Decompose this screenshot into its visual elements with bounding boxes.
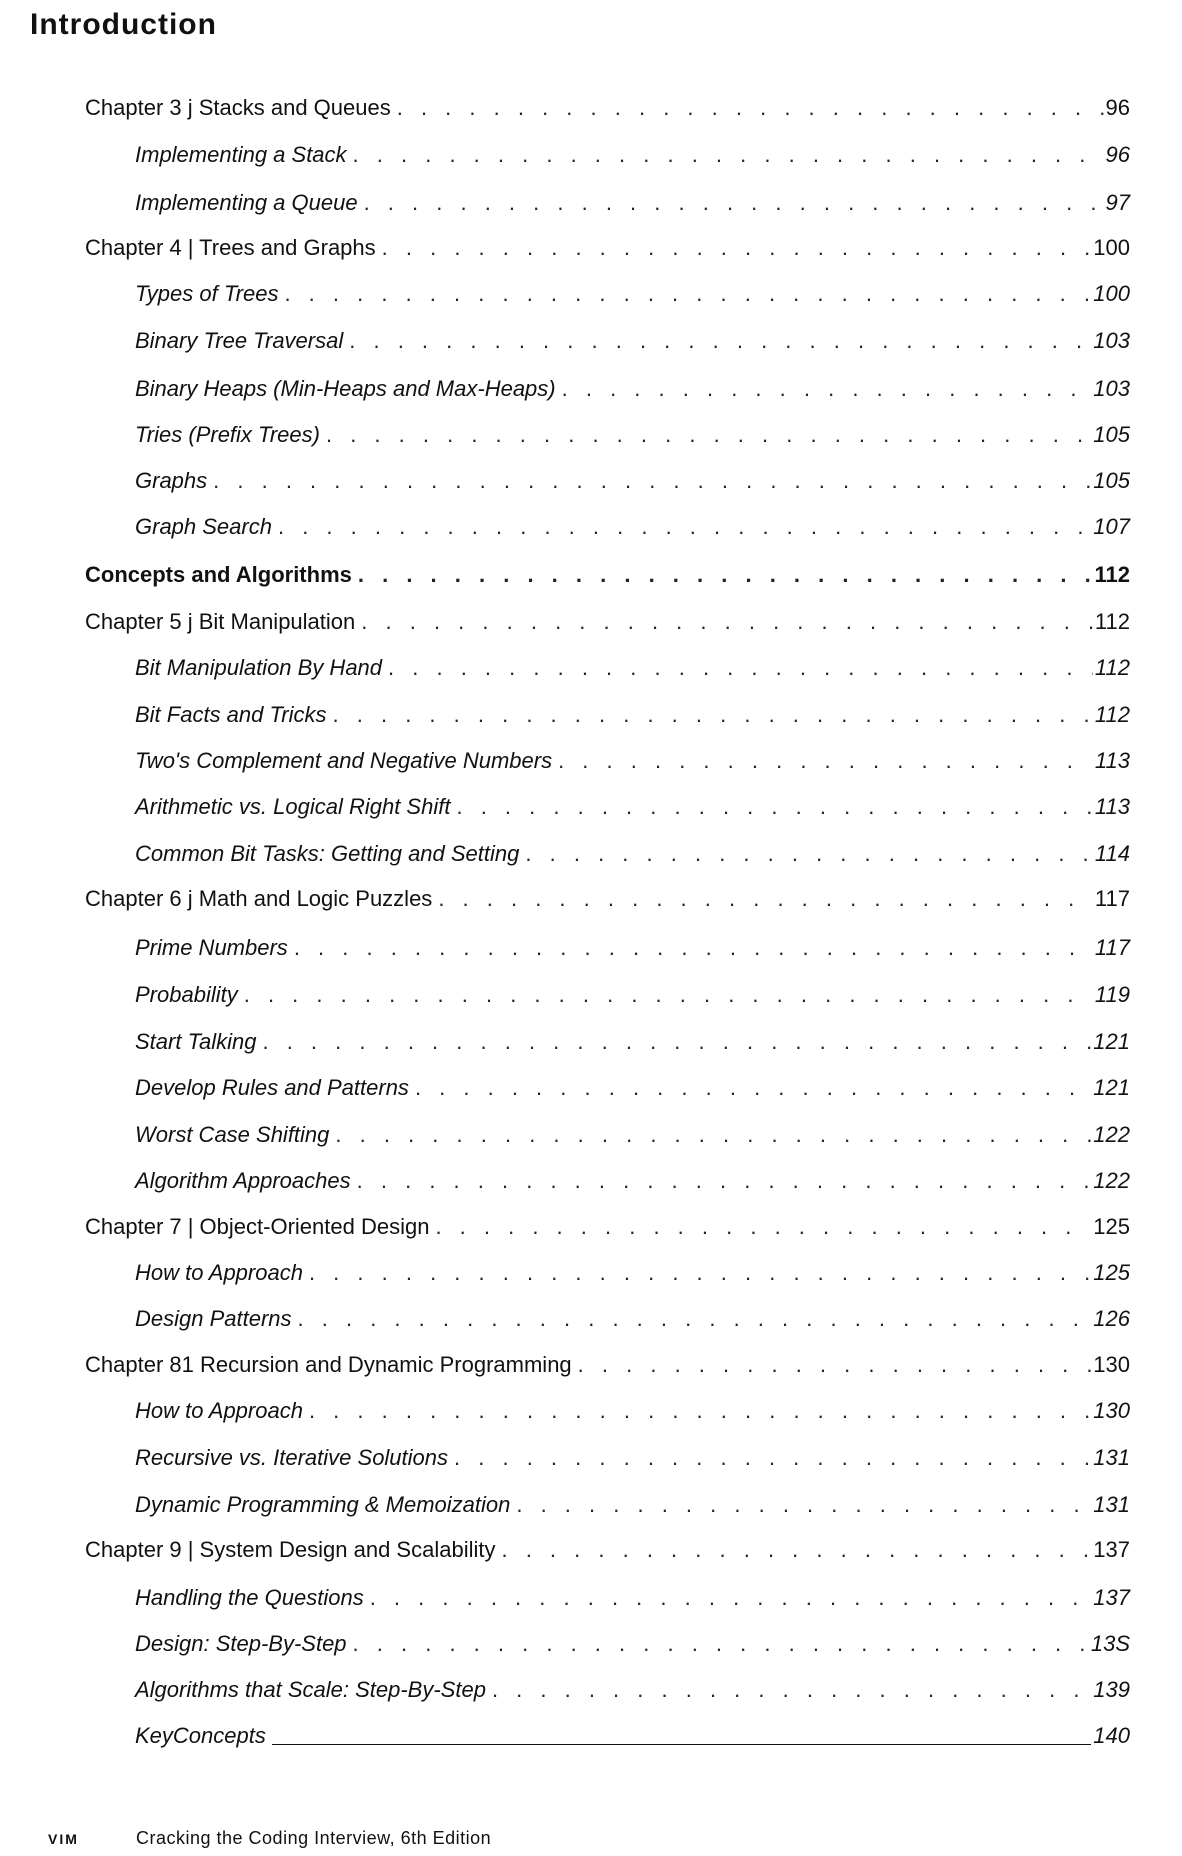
toc-entry-title: Implementing a Queue (135, 190, 358, 215)
toc-entry-page: 103 (1093, 376, 1130, 401)
toc-entry-section[interactable] (135, 1585, 1130, 1611)
toc-entry-title: Chapter 81 Recursion and Dynamic Programming (85, 1352, 572, 1377)
toc-entry-section[interactable] (135, 142, 1130, 168)
toc-entry-title: Probability (135, 982, 238, 1007)
toc-entry-title: Recursive vs. Iterative Solutions (135, 1445, 449, 1470)
toc-entry-section[interactable] (135, 702, 1130, 728)
dot-leader (278, 514, 1091, 540)
dot-leader (370, 1585, 1092, 1611)
dot-leader (415, 1075, 1091, 1101)
toc-entry-page: 137 (1093, 1585, 1130, 1610)
toc-entry-title: Two's Complement and Negative Numbers (135, 748, 553, 773)
toc-entry-page: 122 (1093, 1168, 1130, 1193)
toc-entry-page: 105 (1093, 422, 1130, 447)
dot-leader (213, 468, 1091, 494)
toc-entry-title: Chapter 3 j Stacks and Queues (85, 95, 391, 120)
toc-entry-page: 121 (1093, 1075, 1130, 1100)
toc-entry-page: 96 (1105, 95, 1130, 120)
toc-entry-page: 112 (1094, 655, 1130, 680)
toc-entry-section[interactable] (135, 1306, 1130, 1332)
dot-leader (326, 422, 1091, 448)
dot-leader (335, 1122, 1091, 1148)
toc-entry-section[interactable] (135, 1445, 1130, 1471)
toc-entry-page: 107 (1093, 514, 1130, 539)
toc-entry-chapter-4[interactable] (85, 235, 1130, 261)
toc-entry-title: Algorithms that Scale: Step-By-Step (135, 1677, 486, 1702)
toc-entry-title: KeyConcepts (135, 1723, 266, 1748)
dot-leader (309, 1260, 1091, 1286)
toc-entry-chapter-3[interactable] (85, 95, 1130, 121)
toc-entry-chapter-8[interactable] (85, 1352, 1130, 1378)
dot-leader (558, 748, 1093, 774)
toc-entry-section[interactable] (135, 376, 1130, 402)
dot-leader (284, 281, 1091, 307)
toc-entry-page: 100 (1093, 281, 1130, 306)
dot-leader (454, 1445, 1091, 1471)
book-title: Cracking the Coding Interview, 6th Edition (136, 1828, 492, 1848)
toc-entry-page: 96 (1105, 142, 1130, 167)
toc-entry-page: 121 (1093, 1029, 1130, 1054)
toc-entry-page: 117 (1094, 886, 1130, 911)
toc-entry-chapter-9[interactable] (85, 1537, 1130, 1563)
toc-entry-section[interactable] (135, 1168, 1130, 1194)
toc-entry-section[interactable] (135, 422, 1130, 448)
toc-entry-page: 113 (1094, 794, 1130, 819)
toc-entry-chapter-7[interactable] (85, 1214, 1130, 1240)
toc-entry-section[interactable] (135, 794, 1130, 820)
toc-entry-title: How to Approach (135, 1398, 303, 1423)
toc-entry-page: 130 (1093, 1352, 1130, 1377)
dot-leader (525, 841, 1093, 867)
dot-leader (516, 1492, 1091, 1518)
dot-leader (578, 1352, 1092, 1378)
toc-entry-page: 13S (1090, 1631, 1130, 1656)
dot-leader (492, 1677, 1091, 1703)
toc-entry-section[interactable] (135, 468, 1130, 494)
toc-entry-page: 139 (1093, 1677, 1130, 1702)
dot-leader (262, 1029, 1091, 1055)
toc-entry-title: Prime Numbers (135, 935, 288, 960)
toc-entry-title: Dynamic Programming & Memoization (135, 1492, 511, 1517)
toc-entry-section[interactable] (135, 841, 1130, 867)
toc-entry-page: 131 (1093, 1492, 1130, 1517)
toc-entry-section[interactable] (135, 514, 1130, 540)
toc-entry-page: 117 (1094, 935, 1130, 960)
toc-entry-page: 125 (1093, 1260, 1130, 1285)
rule-leader (272, 1743, 1091, 1745)
page-footer (48, 1828, 491, 1849)
toc-entry-section[interactable] (135, 1492, 1130, 1518)
toc-entry-section[interactable] (135, 935, 1130, 961)
toc-entry-section[interactable] (135, 1260, 1130, 1286)
dot-leader (364, 190, 1104, 216)
toc-entry-title: Design: Step-By-Step (135, 1631, 347, 1656)
toc-entry-section[interactable] (135, 1029, 1130, 1055)
toc-entry-page: 137 (1093, 1537, 1130, 1562)
toc-entry-title: Bit Facts and Tricks (135, 702, 327, 727)
toc-entry-page: 125 (1093, 1214, 1130, 1239)
toc-entry-title: Bit Manipulation By Hand (135, 655, 383, 680)
toc-entry-page: 140 (1093, 1723, 1130, 1748)
dot-leader (361, 609, 1093, 635)
dot-leader (333, 702, 1093, 728)
toc-entry-page: 103 (1093, 328, 1130, 353)
dot-leader (438, 886, 1093, 912)
toc-entry-section[interactable] (135, 1075, 1130, 1101)
dot-leader (244, 982, 1093, 1008)
dot-leader (357, 1168, 1092, 1194)
toc-entry-title: Chapter 5 j Bit Manipulation (85, 609, 356, 634)
toc-entry-page: 130 (1093, 1398, 1130, 1423)
dot-leader (353, 142, 1104, 168)
dot-leader (353, 1631, 1089, 1657)
dot-leader (397, 95, 1104, 121)
toc-entry-section[interactable] (135, 190, 1130, 216)
dot-leader (456, 794, 1092, 820)
toc-entry-title: Types of Trees (135, 281, 279, 306)
dot-leader (349, 328, 1091, 354)
toc-entry-title: Binary Tree Traversal (135, 328, 344, 353)
dot-leader (309, 1398, 1091, 1424)
dot-leader (298, 1306, 1092, 1332)
dot-leader (501, 1537, 1091, 1563)
toc-entry-title: Concepts and Algorithms (85, 562, 352, 587)
toc-entry-title: Chapter 4 | Trees and Graphs (85, 235, 376, 260)
toc-entry-section[interactable] (135, 1631, 1130, 1657)
toc-entry-page: 97 (1105, 190, 1130, 215)
toc-entry-section[interactable] (135, 982, 1130, 1008)
toc-entry-title: Develop Rules and Patterns (135, 1075, 409, 1100)
toc-entry-part[interactable] (85, 562, 1130, 588)
toc-entry-title: Tries (Prefix Trees) (135, 422, 320, 447)
toc-entry-title: Arithmetic vs. Logical Right Shift (135, 794, 451, 819)
toc-entry-section[interactable] (135, 748, 1130, 774)
toc-entry-page: 112 (1094, 562, 1130, 587)
toc-entry-section[interactable] (135, 1723, 1130, 1749)
toc-entry-title: Worst Case Shifting (135, 1122, 330, 1147)
toc-entry-chapter-5[interactable] (85, 609, 1130, 635)
toc-entry-title: Implementing a Stack (135, 142, 347, 167)
toc-entry-title: Start Talking (135, 1029, 257, 1054)
toc-entry-page: 114 (1094, 841, 1130, 866)
toc-entry-section[interactable] (135, 281, 1130, 307)
dot-leader (388, 655, 1093, 681)
toc-entry-title: Chapter 9 | System Design and Scalability (85, 1537, 496, 1562)
toc-entry-section[interactable] (135, 328, 1130, 354)
page-title: Introduction (30, 8, 217, 41)
toc-entry-page: 122 (1093, 1122, 1130, 1147)
toc-entry-page: 119 (1094, 982, 1130, 1007)
toc-entry-page: 112 (1094, 609, 1130, 634)
toc-entry-page: 131 (1093, 1445, 1130, 1470)
toc-entry-page: 100 (1093, 235, 1130, 260)
toc-entry-page: 105 (1093, 468, 1130, 493)
toc-entry-section[interactable] (135, 1122, 1130, 1148)
toc-entry-title: How to Approach (135, 1260, 303, 1285)
dot-leader (382, 235, 1092, 261)
page-folio: VIM (48, 1831, 79, 1847)
toc-entry-section[interactable] (135, 655, 1130, 681)
toc-entry-title: Graphs (135, 468, 208, 493)
toc-entry-title: Common Bit Tasks: Getting and Setting (135, 841, 520, 866)
dot-leader (358, 562, 1093, 588)
toc-entry-title: Chapter 6 j Math and Logic Puzzles (85, 886, 433, 911)
toc-entry-title: Binary Heaps (Min-Heaps and Max-Heaps) (135, 376, 556, 401)
toc-entry-section[interactable] (135, 1398, 1130, 1424)
toc-entry-page: 126 (1093, 1306, 1130, 1331)
toc-entry-title: Chapter 7 | Object-Oriented Design (85, 1214, 430, 1239)
toc-entry-title: Algorithm Approaches (135, 1168, 351, 1193)
toc-entry-page: 113 (1094, 748, 1130, 773)
toc-entry-page: 112 (1094, 702, 1130, 727)
toc-entry-section[interactable] (135, 1677, 1130, 1703)
toc-entry-chapter-6[interactable] (85, 886, 1130, 912)
dot-leader (294, 935, 1093, 961)
dot-leader (435, 1214, 1091, 1240)
dot-leader (562, 376, 1092, 402)
toc-entry-title: Graph Search (135, 514, 272, 539)
toc-entry-title: Design Patterns (135, 1306, 292, 1331)
toc-entry-title: Handling the Questions (135, 1585, 364, 1610)
